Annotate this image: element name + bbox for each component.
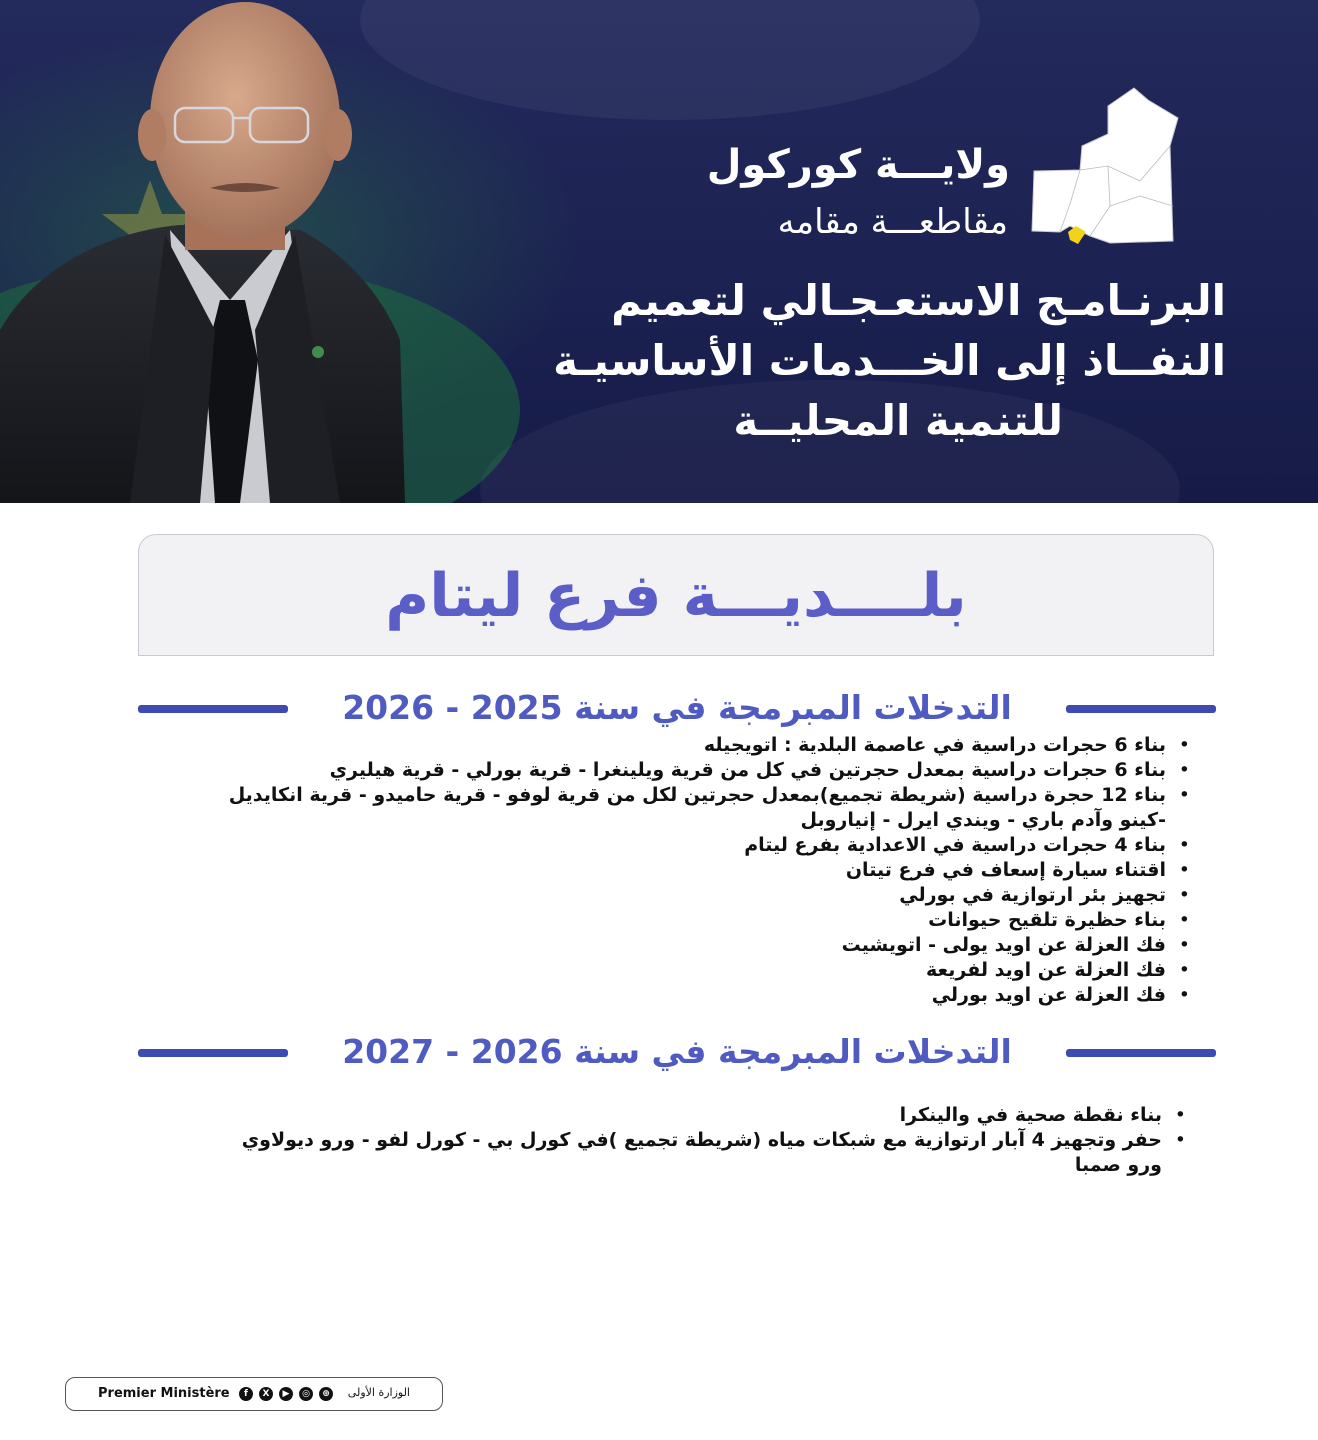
- header-banner: [0, 0, 1318, 503]
- wilaya-name: ولايـــة كوركول: [706, 142, 1010, 188]
- mauritania-map-icon: [1030, 86, 1182, 254]
- flag-wave: [360, 0, 980, 120]
- youtube-icon[interactable]: ▶: [279, 1387, 293, 1401]
- program-title-line-1: البرنـامـج الاستعـجـالي لتعميم: [611, 276, 1226, 325]
- commune-panel: [138, 534, 1214, 656]
- x-icon[interactable]: X: [259, 1387, 273, 1401]
- list-item: • فك العزلة عن اويد لفريعة: [186, 958, 1190, 983]
- list-item: • حفر وتجهيز 4 آبار ارتوازية مع شبكات مياه (شريطة تجميع )في كورل بي - كورل لفو - ورو ديولاوي ورو صمبا: [222, 1128, 1186, 1178]
- program-title-line-3: للتنمية المحليــة: [733, 396, 1063, 445]
- footer-label-fr: Premier Ministère: [98, 1386, 230, 1401]
- list-item: • بناء 6 حجرات دراسية في عاصمة البلدية : اتويجيله: [186, 733, 1190, 758]
- interventions-list-2025: [186, 733, 1190, 1008]
- list-item: • تجهيز بئر ارتوازية في بورلي: [186, 883, 1190, 908]
- social-icons: [239, 1387, 333, 1401]
- list-item: • بناء 6 حجرات دراسية بمعدل حجرتين في كل من قرية ويلينغرا - قرية بورلي - قرية هيليري: [186, 758, 1190, 783]
- list-item: • فك العزلة عن اويد بورلي: [186, 983, 1190, 1008]
- section-title: التدخلات المبرمجة في سنة 2026 - 2027: [342, 1032, 1012, 1071]
- instagram-icon[interactable]: ◎: [299, 1387, 313, 1401]
- portrait-image: [0, 0, 420, 503]
- section-title: التدخلات المبرمجة في سنة 2025 - 2026: [342, 688, 1012, 727]
- commune-name: بلــــديـــة فرع ليتام: [385, 561, 967, 631]
- list-item: • بناء 12 حجرة دراسية (شريطة تجميع)بمعدل حجرتين لكل من قرية لوفو - قرية حاميدو - قرية انكايديل -كينو وآدم باري - ويندي ايرل - إنياروبل: [186, 783, 1190, 833]
- facebook-icon[interactable]: f: [239, 1387, 253, 1401]
- list-item: • فك العزلة عن اويد يولى - اتويشيت: [186, 933, 1190, 958]
- footer-label-ar: الوزارة الأولى: [347, 1386, 410, 1399]
- footer-bar: [65, 1377, 443, 1411]
- list-item: • بناء حظيرة تلقيح حيوانات: [186, 908, 1190, 933]
- list-item: • بناء 4 حجرات دراسية في الاعدادية بفرع ليتام: [186, 833, 1190, 858]
- interventions-list-2026: [222, 1103, 1186, 1178]
- web-icon[interactable]: ⊕: [319, 1387, 333, 1401]
- section-header-2026: [138, 1032, 1216, 1076]
- moughataa-name: مقاطعـــة مقامه: [777, 202, 1008, 242]
- program-title-line-2: النفــاذ إلى الخـــدمات الأساسيـة: [553, 336, 1226, 385]
- list-item: • اقتناء سيارة إسعاف في فرع تيتان: [186, 858, 1190, 883]
- section-header-2025: [138, 688, 1216, 732]
- list-item: • بناء نقطة صحية في والينكرا: [222, 1103, 1186, 1128]
